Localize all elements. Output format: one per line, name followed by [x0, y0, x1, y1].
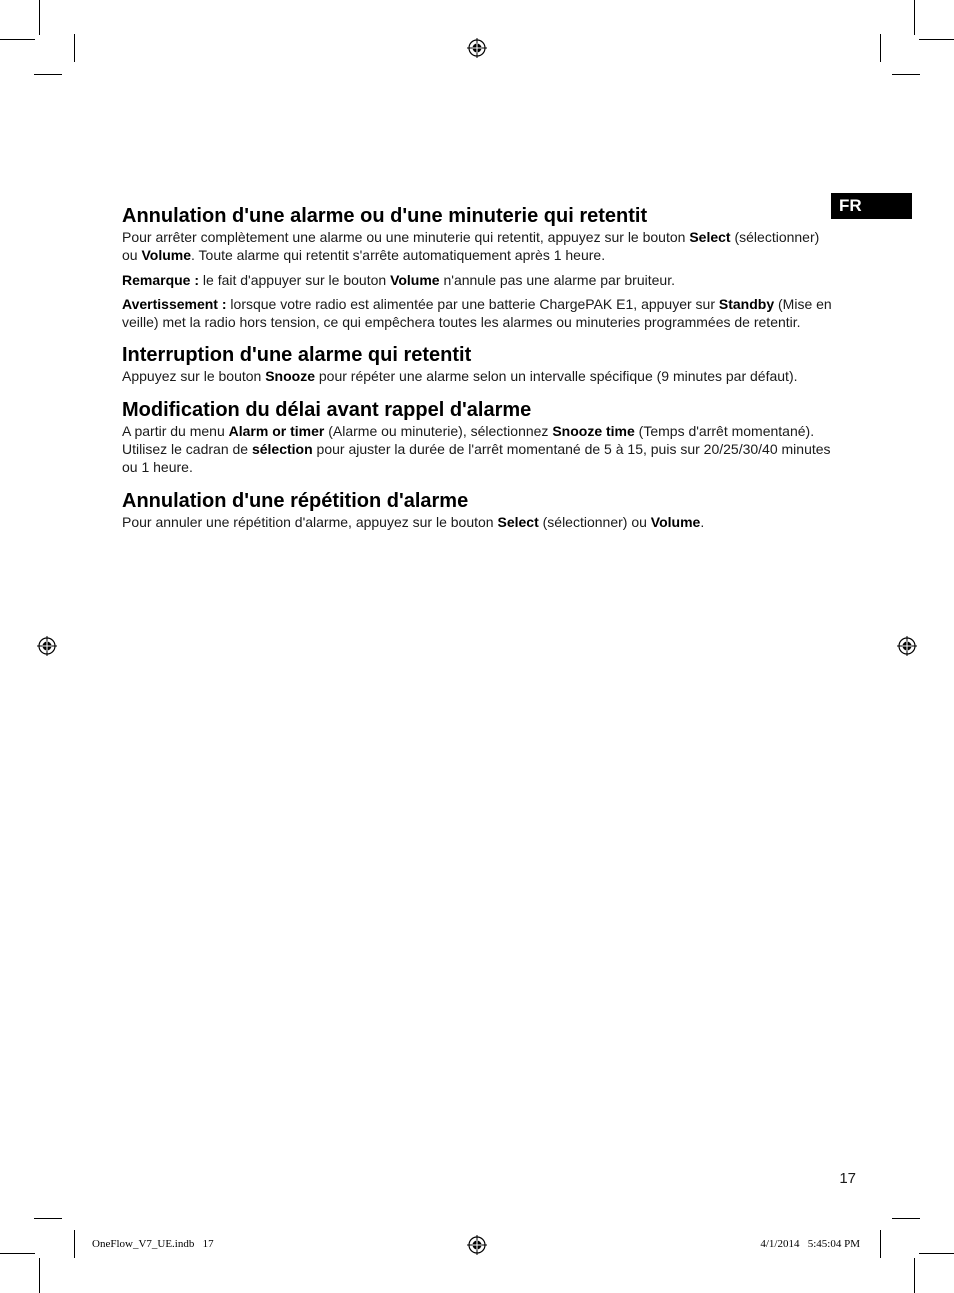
language-tab: FR	[831, 193, 912, 219]
text-run: pour ajuster la durée de l'arrêt momentané de 5 à 15, puis sur 20/25/30/40 minutes ou 1 heure.	[122, 441, 831, 476]
text-run: .	[700, 513, 705, 530]
crop-mark	[34, 1218, 62, 1219]
page-number: 17	[839, 1170, 856, 1187]
bold-term: Avertissement :	[122, 295, 227, 312]
text-run: pour répéter une alarme selon un intervalle spécifique (9 minutes par défaut).	[315, 368, 798, 385]
text-run: le fait d'appuyer sur le bouton	[199, 271, 391, 288]
section-paragraph	[122, 295, 834, 332]
crop-mark	[39, 1258, 40, 1293]
bold-term: Snooze time	[552, 422, 635, 439]
text-run: (sélectionner) ou	[538, 513, 651, 530]
text-run: A partir du menu	[122, 422, 229, 439]
text-run: Pour annuler une répétition d'alarme, appuyez sur le bouton	[122, 513, 498, 530]
text-run: (Mise en veille) met la radio hors tension, ce qui empêchera toutes les alarmes ou minuteries programmées de retentir.	[122, 295, 832, 331]
text-run: lorsque votre radio est alimentée par une batterie ChargePAK E1, appuyer sur	[226, 295, 719, 312]
bold-term: Volume	[390, 271, 440, 288]
section-heading: Annulation d'une alarme ou d'une minuterie qui retentit	[122, 205, 648, 227]
text-run: (Alarme ou minuterie), sélectionnez	[324, 422, 553, 439]
slug-timestamp: 4/1/2014 5:45:04 PM	[760, 1238, 860, 1250]
crop-mark	[39, 0, 40, 35]
text-run: (Temps d'arrêt momentané). Utilisez le cadran de	[122, 422, 815, 458]
crop-mark	[914, 1258, 915, 1293]
crop-mark	[892, 74, 920, 75]
bold-term: Select	[689, 229, 731, 245]
document-body	[122, 204, 834, 537]
crop-mark	[880, 1230, 881, 1258]
registration-mark-icon	[467, 1235, 487, 1255]
section-heading: Modification du délai avant rappel d'alarme	[122, 398, 532, 421]
crop-mark	[34, 74, 62, 75]
crop-mark	[892, 1218, 920, 1219]
bold-term: Volume	[650, 513, 701, 530]
text-run: Appuyez sur le bouton	[122, 368, 266, 385]
section-paragraph	[122, 228, 834, 265]
registration-mark-icon	[37, 636, 57, 656]
bold-term: Standby	[718, 295, 775, 312]
crop-mark	[74, 1230, 75, 1258]
bold-term: Alarm or timer	[228, 422, 325, 439]
section-paragraph	[122, 367, 834, 385]
crop-mark	[919, 1253, 954, 1254]
bold-term: sélection	[251, 441, 313, 458]
section-heading: Interruption d'une alarme qui retentit	[122, 344, 472, 367]
slug-filename: OneFlow_V7_UE.indb 17	[92, 1238, 214, 1250]
crop-mark	[74, 34, 75, 62]
section-heading: Annulation d'une répétition d'alarme	[122, 489, 469, 512]
text-run: n'annule pas une alarme par bruiteur.	[439, 271, 675, 288]
registration-mark-icon	[467, 38, 487, 58]
bold-term: Remarque :	[122, 271, 200, 288]
section-paragraph	[122, 422, 834, 477]
crop-mark	[914, 0, 915, 35]
text-run: (sélectionner) ou	[122, 229, 820, 264]
crop-mark	[0, 1253, 35, 1254]
bold-term: Snooze	[265, 368, 315, 385]
section-paragraph	[122, 271, 834, 289]
text-run: Pour arrêter complètement une alarme ou une minuterie qui retentit, appuyez sur le bouton	[122, 229, 690, 245]
registration-mark-icon	[897, 636, 917, 656]
crop-mark	[919, 39, 954, 40]
crop-mark	[880, 34, 881, 62]
section-paragraph	[122, 513, 834, 531]
text-run: . Toute alarme qui retentit s'arrête automatiquement après 1 heure.	[191, 247, 606, 264]
bold-term: Select	[497, 513, 539, 530]
crop-mark	[0, 39, 35, 40]
bold-term: Volume	[141, 247, 191, 264]
